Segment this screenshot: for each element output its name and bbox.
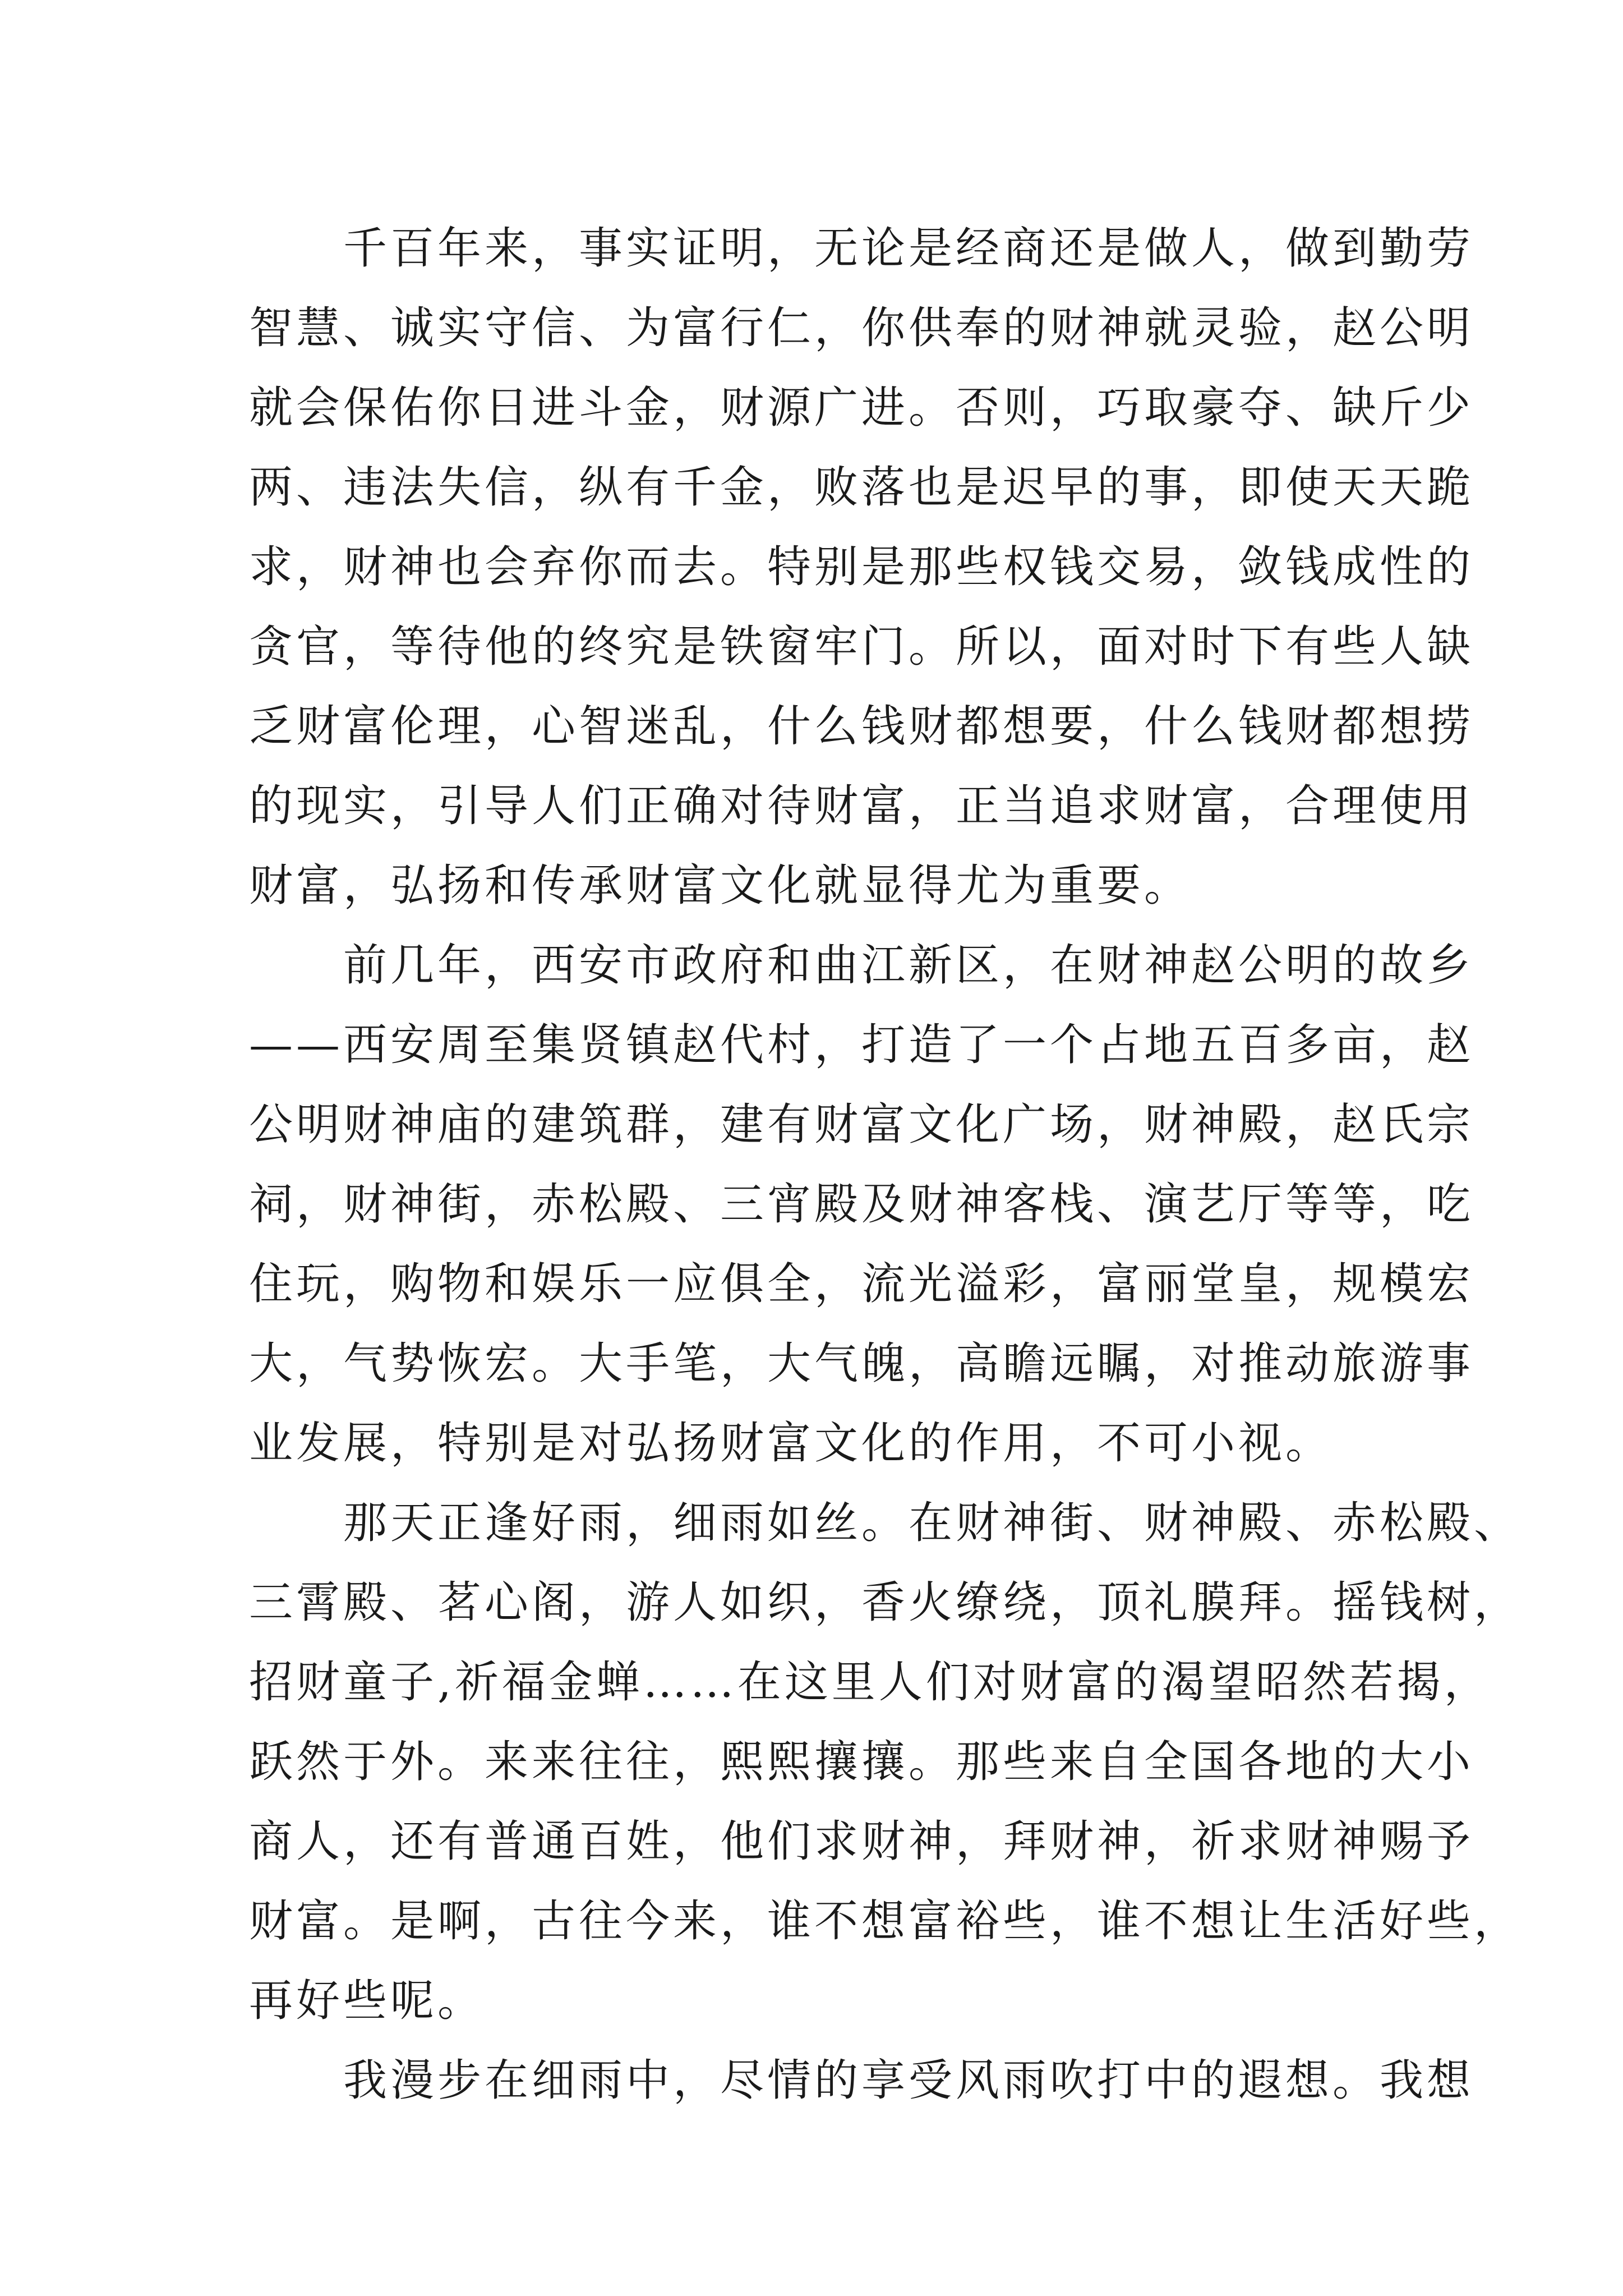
text-line: 财富，弘扬和传承财富文化就显得尤为重要。 (249, 861, 1192, 911)
text-line: 我漫步在细雨中，尽情的享受风雨吹打中的遐想。我想 (249, 2055, 1474, 2106)
text-line: 大，气势恢宏。大手笔，大气魄，高瞻远瞩，对推动旅游事 (249, 1338, 1474, 1389)
text-line: 三霄殿、茗心阁，游人如织，香火缭绕，顶礼膜拜。摇钱树， (249, 1577, 1521, 1628)
text-line: 公明财神庙的建筑群，建有财富文化广场，财神殿，赵氏宗 (249, 1099, 1474, 1150)
text-line: ——西安周至集贤镇赵代村，打造了一个占地五百多亩，赵 (249, 1020, 1474, 1070)
text-line: 财富。是啊，古往今来，谁不想富裕些，谁不想让生活好些， (249, 1896, 1521, 1947)
text-line: 那天正逢好雨，细雨如丝。在财神街、财神殿、赤松殿、 (249, 1498, 1521, 1548)
text-line: 智慧、诚实守信、为富行仁，你供奉的财神就灵验，赵公明 (249, 303, 1474, 353)
text-line: 贪官，等待他的终究是铁窗牢门。所以，面对时下有些人缺 (249, 622, 1474, 672)
text-line: 业发展，特别是对弘扬财富文化的作用，不可小视。 (249, 1418, 1333, 1469)
text-line: 招财童子,祈福金蝉……在这里人们对财富的渴望昭然若揭， (249, 1657, 1491, 1708)
text-line: 就会保佑你日进斗金，财源广进。否则，巧取豪夺、缺斤少 (249, 383, 1474, 433)
text-line: 前几年，西安市政府和曲江新区，在财神赵公明的故乡 (249, 940, 1474, 991)
text-line: 的现实，引导人们正确对待财富，正当追求财富，合理使用 (249, 781, 1474, 831)
text-line: 千百年来，事实证明，无论是经商还是做人，做到勤劳 (249, 223, 1474, 274)
text-line: 跃然于外。来来往往，熙熙攘攘。那些来自全国各地的大小 (249, 1737, 1474, 1787)
body-text (249, 209, 1521, 2120)
text-line: 祠，财神街，赤松殿、三宵殿及财神客栈、演艺厅等等，吃 (249, 1179, 1474, 1230)
text-line: 商人，还有普通百姓，他们求财神，拜财神，祈求财神赐予 (249, 1816, 1474, 1867)
text-line: 住玩，购物和娱乐一应俱全，流光溢彩，富丽堂皇，规模宏 (249, 1259, 1474, 1309)
text-line: 两、违法失信，纵有千金，败落也是迟早的事，即使天天跪 (249, 462, 1474, 513)
text-line: 求，财神也会弃你而去。特别是那些权钱交易，敛钱成性的 (249, 542, 1474, 592)
text-line: 再好些呢。 (249, 1976, 485, 2026)
text-line: 乏财富伦理，心智迷乱，什么钱财都想要，什么钱财都想捞 (249, 701, 1474, 752)
